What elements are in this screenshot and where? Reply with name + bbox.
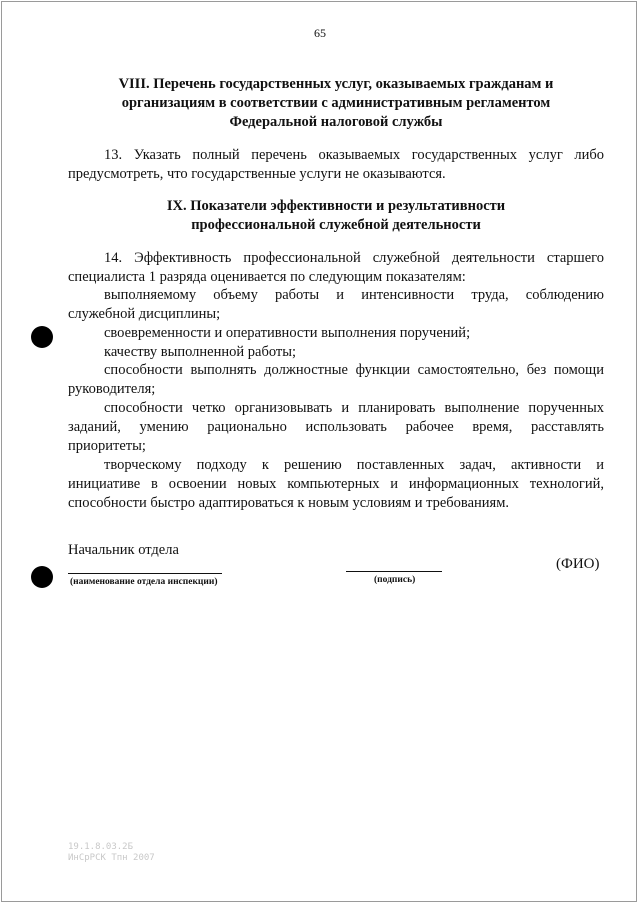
paragraph-13-line: предусмотреть, что государственные услуги не оказываются. xyxy=(68,166,446,182)
signature-line xyxy=(346,571,442,572)
paragraph-14-line: творческому подходу к решению поставленных задач, активности и xyxy=(104,457,604,473)
heading-line: организациям в соответствии с административным регламентом xyxy=(121,95,551,111)
paragraph-14-line: способности выполнять должностные функции самостоятельно, без помощи xyxy=(104,362,604,378)
heading-line: Федеральной налоговой службы xyxy=(229,114,443,130)
fio-label: (ФИО) xyxy=(556,556,600,572)
page-number: 65 xyxy=(314,26,326,40)
paragraph-14-line: своевременности и оперативности выполнения поручений; xyxy=(104,325,471,341)
section-8-heading xyxy=(70,75,602,132)
heading-line: VIII. Перечень государственных услуг, оказываемых гражданам и xyxy=(118,76,554,92)
binder-hole-icon xyxy=(31,326,53,348)
paragraph-14-line: служебной дисциплины; xyxy=(68,306,221,322)
department-caption: (наименование отдела инспекции) xyxy=(70,577,218,587)
paragraph-13-line: 13. Указать полный перечень оказываемых государственных услуг либо xyxy=(104,147,604,163)
footer-stamp-line: 19.1.8.03.2Б xyxy=(68,842,134,852)
paragraph-14-line: способности быстро адаптироваться к новым условиям и требованиям. xyxy=(68,495,510,511)
signature-caption: (подпись) xyxy=(374,575,416,585)
paragraph-14-line: качеству выполненной работы; xyxy=(104,344,296,360)
paragraph-14-line: специалиста 1 разряда оценивается по следующим показателям: xyxy=(68,269,466,285)
paragraph-14-line: способности четко организовывать и планировать выполнение порученных xyxy=(104,400,604,416)
paragraph-14-line: 14. Эффективность профессиональной служебной деятельности старшего xyxy=(104,250,604,266)
paragraph-14-line: выполняемому объему работы и интенсивности труда, соблюдению xyxy=(104,287,604,303)
signature-title: Начальник отдела xyxy=(68,542,179,558)
department-line xyxy=(68,573,222,574)
section-9-heading xyxy=(70,197,602,235)
paragraph-14-line: инициативе в освоении новых компьютерных и информационных технологий, xyxy=(68,476,604,492)
heading-line: профессиональной служебной деятельности xyxy=(191,217,481,233)
paragraph-14-line: заданий, умению рационально использовать рабочее время, расставлять xyxy=(68,419,604,435)
paragraph-14-line: приоритеты; xyxy=(68,438,146,454)
binder-hole-icon xyxy=(31,566,53,588)
footer-stamp-line: ИнСрРСК Тпн 2007 xyxy=(68,853,155,863)
paragraph-14-line: руководителя; xyxy=(68,381,156,397)
heading-line: IX. Показатели эффективности и результативности xyxy=(166,198,506,214)
